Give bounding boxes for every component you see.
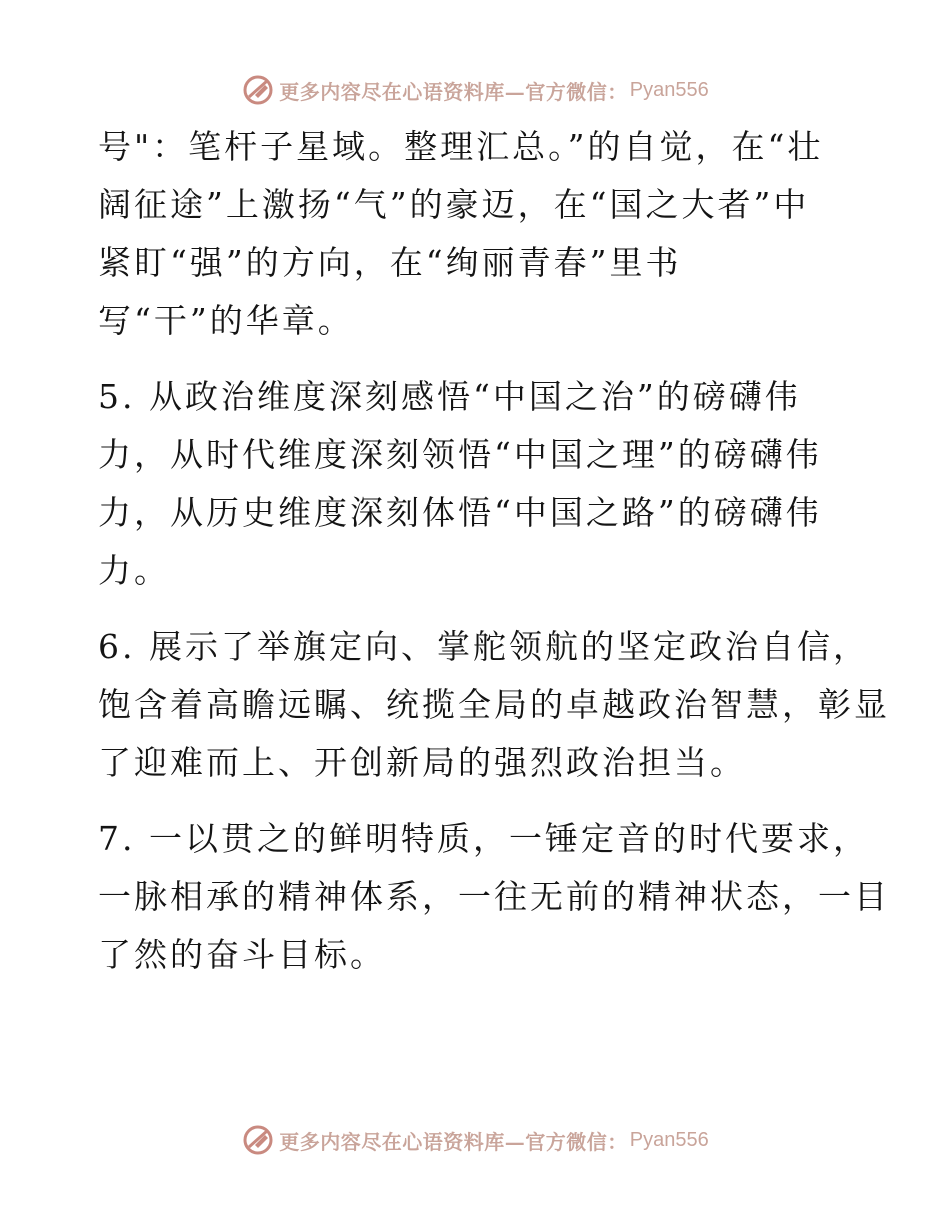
text-line: 阔征途”上激扬“气”的豪迈，在“国之大者”中 xyxy=(98,185,810,224)
text-line: 6. 展示了举旗定向、掌舵领航的坚定政治自信， xyxy=(98,627,869,666)
brand-logo-icon xyxy=(241,73,275,107)
text-line: 了然的奋斗目标。 xyxy=(98,935,386,974)
text-line: 7. 一以贯之的鲜明特质，一锤定音的时代要求， xyxy=(98,819,869,858)
text-line: 力，从历史维度深刻体悟“中国之路”的磅礴伟 xyxy=(98,493,822,532)
text-line: 一脉相承的精神体系，一往无前的精神状态，一目 xyxy=(98,877,890,916)
text-line: 号"：笔杆子星域。整理汇总。”的自觉，在“壮 xyxy=(98,127,824,166)
text-line: 紧盯“强”的方向，在“绚丽青春”里书 xyxy=(98,243,682,282)
watermark-text: 更多内容尽在心语资料库—官方微信： xyxy=(279,1129,628,1154)
brand-logo-icon xyxy=(241,1123,275,1157)
text-line: 5. 从政治维度深刻感悟“中国之治”的磅礴伟 xyxy=(98,377,801,416)
text-line: 饱含着高瞻远瞩、统揽全局的卓越政治智慧，彰显 xyxy=(98,685,890,724)
header-watermark xyxy=(0,70,950,110)
footer-watermark xyxy=(0,1120,950,1160)
text-line: 写“干”的华章。 xyxy=(98,301,354,340)
text-line: 了迎难而上、开创新局的强烈政治担当。 xyxy=(98,743,746,782)
watermark-wechat-id: Pyan556 xyxy=(629,78,709,101)
text-line: 力，从时代维度深刻领悟“中国之理”的磅礴伟 xyxy=(98,435,822,474)
text-line: 力。 xyxy=(98,551,170,590)
watermark-wechat-id: Pyan556 xyxy=(629,1128,709,1151)
watermark-text: 更多内容尽在心语资料库—官方微信： xyxy=(279,79,628,104)
